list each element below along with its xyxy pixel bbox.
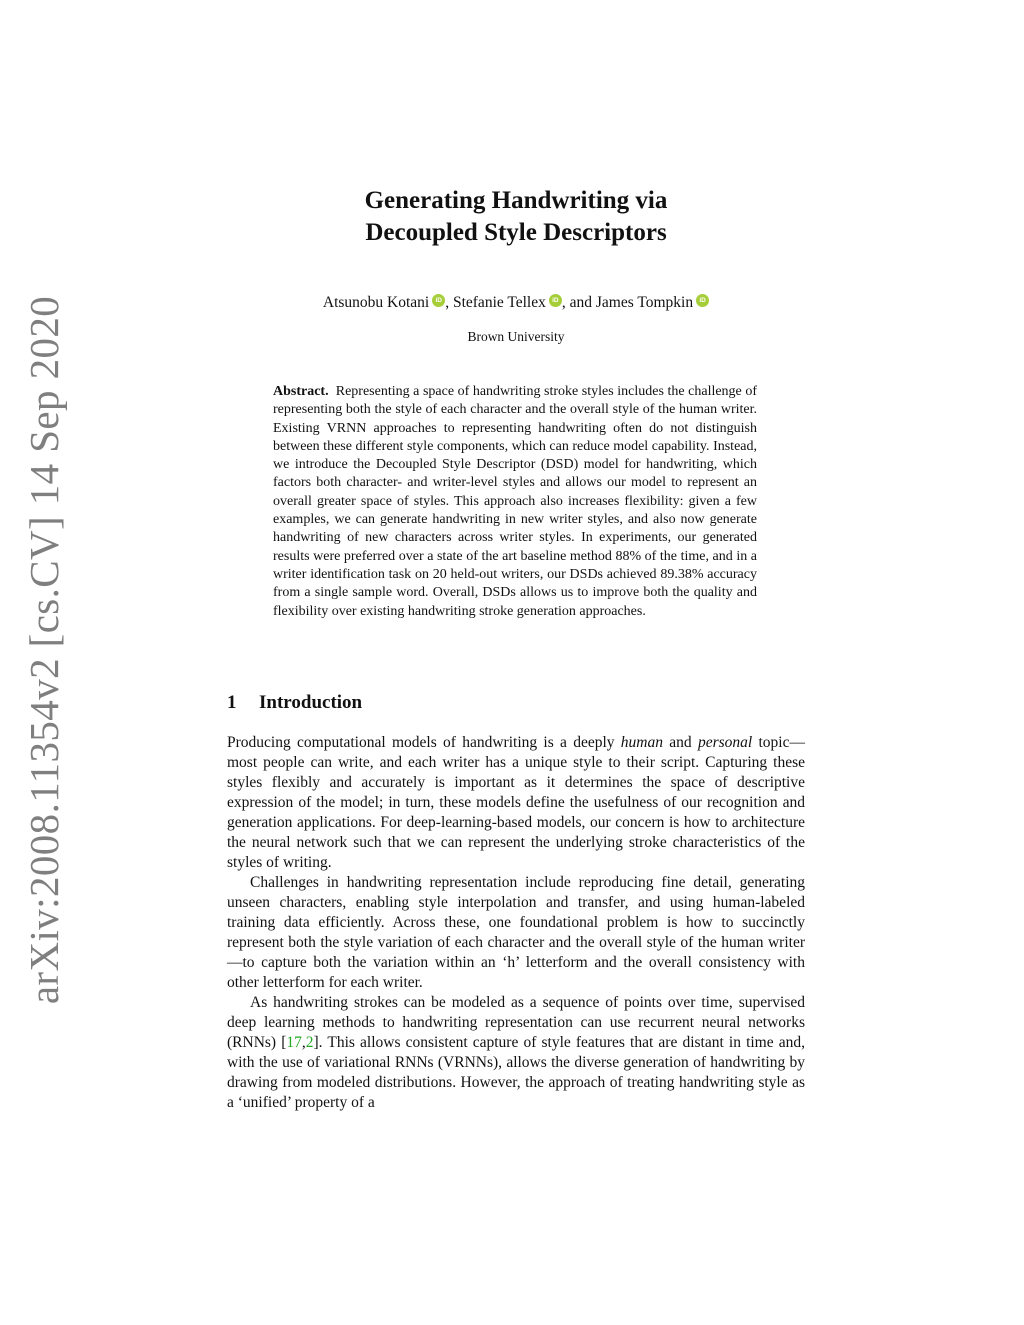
title-line-1: Generating Handwriting via bbox=[364, 187, 668, 214]
text-span: topic—most people can write, and each writer has a unique style to their script. Capturing these styles flexibly and accurately is important as it determines the space of descriptive expression of the model; in turn, these models define the usefulness of our recognition and generation applications. For deep-learning-based models, our concern is how to architecture the neural network such that we can represent the underlying stroke characteristics of the styles of writing. bbox=[227, 734, 805, 871]
orcid-icon[interactable]: iD bbox=[696, 294, 709, 307]
author-list bbox=[227, 293, 805, 313]
title-line-2: Decoupled Style Descriptors bbox=[365, 219, 667, 246]
text-span: As handwriting strokes can be modeled as a sequence of points over time, supervised deep learning methods to handwriting representation can use recurrent neural networks (RNNs) [ bbox=[227, 994, 805, 1051]
title-block bbox=[227, 185, 805, 346]
section-title: Introduction bbox=[259, 692, 363, 713]
body-text bbox=[227, 733, 805, 1113]
author-separator: , and bbox=[561, 294, 596, 311]
orcid-icon[interactable]: iD bbox=[432, 294, 445, 307]
text-span: ]. This allows consistent capture of style features that are distant in time and, with the use of variational RNNs (VRNNs), allows the diverse generation of handwriting by drawing from modeled distributions. However, the approach of treating handwriting style as a ‘unified’ property of a bbox=[227, 1034, 805, 1111]
abstract bbox=[273, 383, 757, 621]
arxiv-identifier: arXiv:2008.11354v2 [cs.CV] 14 Sep 2020 bbox=[21, 295, 67, 1005]
paper-title bbox=[227, 185, 805, 249]
text-span: and bbox=[663, 734, 698, 751]
orcid-icon[interactable]: iD bbox=[549, 294, 562, 307]
citation-link[interactable]: 17 bbox=[286, 1034, 302, 1051]
paragraph-1 bbox=[227, 733, 805, 873]
paragraph-3 bbox=[227, 993, 805, 1113]
author-name: Atsunobu Kotani bbox=[322, 294, 430, 311]
author-name: Stefanie Tellex bbox=[452, 294, 546, 311]
emphasis-human: human bbox=[620, 734, 663, 751]
emphasis-personal: personal bbox=[697, 734, 753, 751]
author-name: James Tompkin bbox=[595, 294, 694, 311]
text-span: Producing computational models of handwriting is a deeply bbox=[227, 734, 621, 751]
section-heading bbox=[227, 691, 362, 715]
paragraph-2: Challenges in handwriting representation include reproducing fine detail, generating unseen characters, enabling style interpolation and transfer, and using human-labeled training data efficiently. Across these, one foundational problem is how to succinctly represent both the style variation of each character and the overall style of the human writer—to capture both the variation within an ‘h’ letterform and the overall consistency with other letterform for each writer. bbox=[227, 874, 805, 991]
abstract-text: Representing a space of handwriting stroke styles includes the challenge of representing both the style of each character and the overall style of the human writer. Existing VRNN approaches to representing handwriting often do not distinguish between these different style components, which can reduce model capability. Instead, we introduce the Decoupled Style Descriptor (DSD) model for handwriting, which factors both character- and writer-level styles and allows our model to represent an overall greater space of styles. This approach also increases flexibility: given a few examples, we can generate handwriting in new writer styles, and also now generate handwriting of new characters across writer styles. In experiments, our generated results were preferred over a state of the art baseline method 88% of the time, and in a writer identification task on 20 held-out writers, our DSDs achieved 89.38% accuracy from a single sample word. Overall, DSDs allows us to improve both the quality and flexibility over existing handwriting stroke generation approaches. bbox=[273, 384, 757, 619]
section-number: 1 bbox=[227, 692, 237, 713]
citation-separator: , bbox=[301, 1034, 306, 1051]
abstract-label: Abstract. bbox=[273, 384, 329, 399]
affiliation: Brown University bbox=[467, 329, 565, 344]
citation-link[interactable]: 2 bbox=[305, 1034, 314, 1051]
author-separator: , bbox=[445, 294, 453, 311]
